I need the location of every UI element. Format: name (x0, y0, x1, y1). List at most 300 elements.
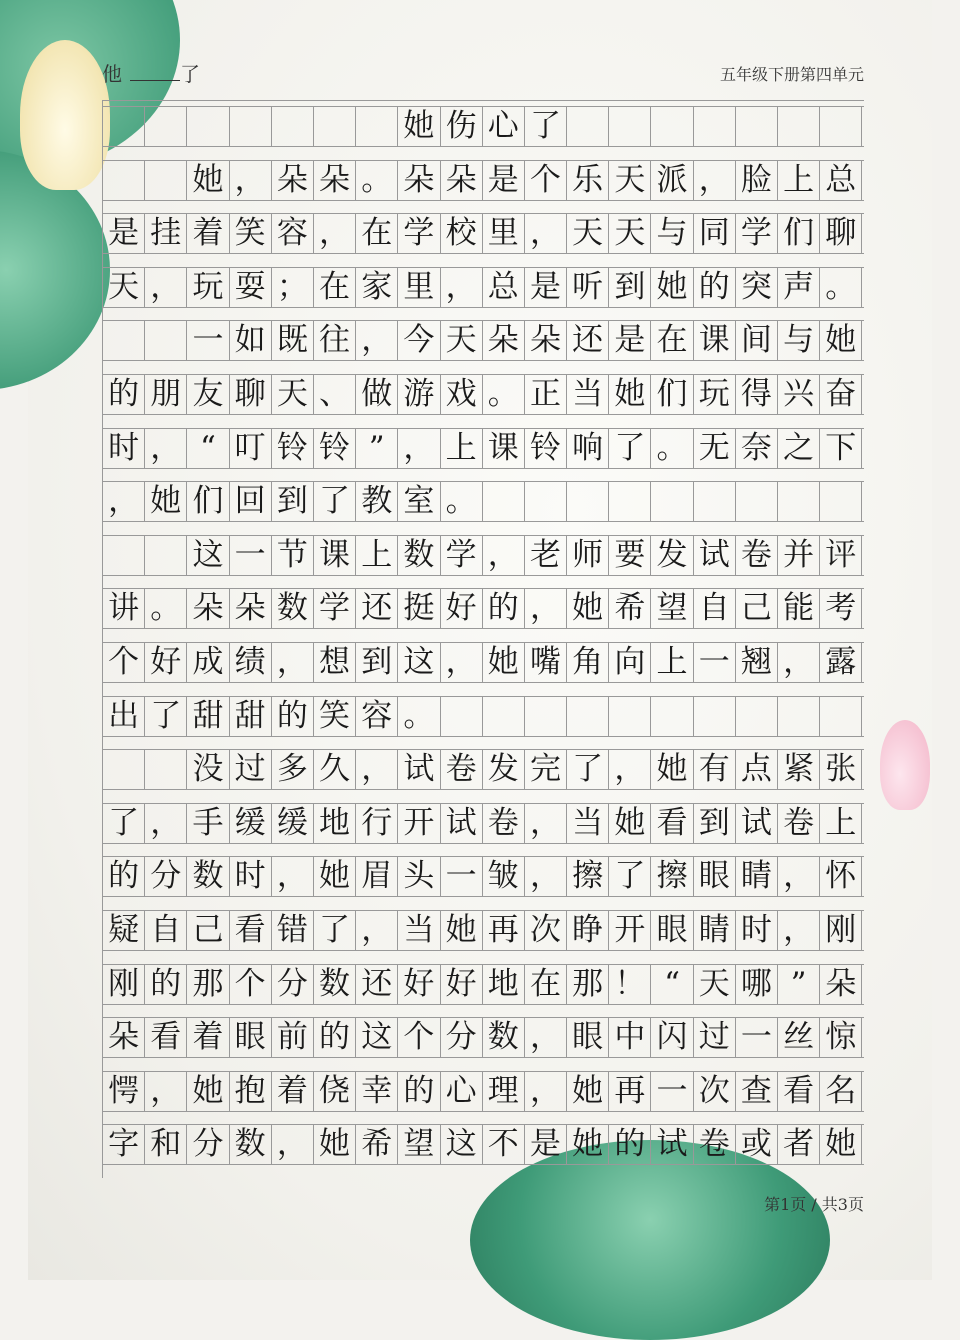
grid-cell: 评 (820, 536, 862, 575)
grid-cell: 那 (567, 965, 609, 1004)
grid-cell: 想 (314, 643, 356, 682)
grid-cell: 突 (736, 268, 778, 307)
grid-cell: 侥 (314, 1072, 356, 1111)
grid-cell (694, 482, 736, 521)
grid-cell: 到 (356, 643, 398, 682)
essay-row (103, 213, 864, 254)
grid-cell: 朵 (272, 161, 314, 200)
grid-cell: 讲 (103, 589, 145, 628)
grid-cell: 课 (483, 429, 525, 468)
grid-cell (272, 107, 314, 146)
grid-cell (145, 750, 187, 789)
grid-cell: 头 (398, 857, 440, 896)
grid-cell: 还 (567, 321, 609, 360)
grid-cell: 她 (820, 321, 862, 360)
grid-cell: 游 (398, 375, 440, 414)
grid-cell: 试 (398, 750, 440, 789)
grid-cell (694, 697, 736, 736)
grid-cell: 她 (609, 804, 651, 843)
grid-cell: 铃 (272, 429, 314, 468)
grid-cell: 卷 (736, 536, 778, 575)
grid-cell: ， (145, 1072, 187, 1111)
grid-cell: 课 (694, 321, 736, 360)
grid-cell: 着 (272, 1072, 314, 1111)
grid-cell: ， (272, 643, 314, 682)
grid-cell: 是 (483, 161, 525, 200)
essay-row (103, 642, 864, 683)
pink-bud (880, 720, 930, 810)
grid-cell: 她 (441, 911, 483, 950)
essay-grid (102, 100, 864, 1178)
grid-cell: 数 (272, 589, 314, 628)
grid-cell: 总 (820, 161, 862, 200)
grid-cell: 聊 (820, 214, 862, 253)
grid-cell (103, 107, 145, 146)
grid-cell: 发 (651, 536, 693, 575)
grid-cell: ， (694, 161, 736, 200)
grid-cell: 奋 (820, 375, 862, 414)
grid-cell: 朵 (230, 589, 272, 628)
grid-cell: 她 (187, 1072, 229, 1111)
grid-cell (356, 107, 398, 146)
grid-cell (694, 107, 736, 146)
grid-cell: 朵 (525, 321, 567, 360)
grid-cell: 天 (694, 965, 736, 1004)
grid-cell: 正 (525, 375, 567, 414)
grid-cell: 紧 (778, 750, 820, 789)
grid-cell: 兴 (778, 375, 820, 414)
grid-cell (103, 750, 145, 789)
grid-cell: 到 (272, 482, 314, 521)
grid-cell: 在 (651, 321, 693, 360)
grid-cell: 己 (736, 589, 778, 628)
grid-cell: 声 (778, 268, 820, 307)
grid-cell: 和 (145, 1125, 187, 1164)
grid-cell: 时 (230, 857, 272, 896)
grid-cell: 分 (145, 857, 187, 896)
name-field: 他 了 (102, 62, 200, 86)
grid-cell: 朵 (483, 321, 525, 360)
grid-cell: ， (145, 429, 187, 468)
grid-cell: 朵 (314, 161, 356, 200)
grid-cell: 的 (483, 589, 525, 628)
grid-cell: 擦 (651, 857, 693, 896)
grid-cell: 好 (441, 589, 483, 628)
grid-cell: ” (778, 965, 820, 1004)
grid-cell: 己 (187, 911, 229, 950)
essay-row (103, 696, 864, 737)
grid-cell: 她 (483, 643, 525, 682)
grid-cell: 角 (567, 643, 609, 682)
grid-cell (736, 697, 778, 736)
grid-cell: 朵 (398, 161, 440, 200)
grid-cell: 一 (187, 321, 229, 360)
grid-cell: 擦 (567, 857, 609, 896)
grid-cell: 。 (145, 589, 187, 628)
grid-cell (103, 321, 145, 360)
grid-cell: 课 (314, 536, 356, 575)
grid-cell: 响 (567, 429, 609, 468)
grid-cell: 一 (230, 536, 272, 575)
grid-cell (567, 107, 609, 146)
grid-cell: ， (398, 429, 440, 468)
grid-cell: 铃 (314, 429, 356, 468)
grid-cell: 她 (567, 589, 609, 628)
grid-cell: 甜 (230, 697, 272, 736)
grid-cell: 上 (441, 429, 483, 468)
grid-cell: 她 (609, 375, 651, 414)
grid-cell (145, 321, 187, 360)
grid-cell: 间 (736, 321, 778, 360)
grid-cell: 完 (525, 750, 567, 789)
grid-cell: 笑 (314, 697, 356, 736)
essay-row (103, 481, 864, 522)
grid-cell: 过 (230, 750, 272, 789)
grid-cell: 久 (314, 750, 356, 789)
grid-cell (567, 697, 609, 736)
grid-cell: 这 (187, 536, 229, 575)
grid-cell: 。 (356, 161, 398, 200)
grid-cell: ， (525, 214, 567, 253)
grid-cell: 下 (820, 429, 862, 468)
grid-cell: ， (145, 804, 187, 843)
grid-cell: 出 (103, 697, 145, 736)
grid-cell: 一 (651, 1072, 693, 1111)
grid-cell: 着 (187, 1018, 229, 1057)
grid-cell: 或 (736, 1125, 778, 1164)
grid-cell (778, 482, 820, 521)
grid-cell: 戏 (441, 375, 483, 414)
grid-cell: 成 (187, 643, 229, 682)
grid-cell (736, 482, 778, 521)
grid-cell: 抱 (230, 1072, 272, 1111)
grid-cell: ， (272, 857, 314, 896)
grid-cell: 天 (103, 268, 145, 307)
grid-cell: 聊 (230, 375, 272, 414)
grid-cell: 前 (272, 1018, 314, 1057)
grid-cell: ， (356, 321, 398, 360)
grid-cell: 上 (820, 804, 862, 843)
grid-cell: 看 (651, 804, 693, 843)
grid-cell: 试 (441, 804, 483, 843)
grid-cell: 容 (356, 697, 398, 736)
grid-cell: ， (778, 911, 820, 950)
grid-cell: 张 (820, 750, 862, 789)
grid-cell: 她 (820, 1125, 862, 1164)
grid-cell: 派 (651, 161, 693, 200)
grid-cell: 睛 (736, 857, 778, 896)
grid-cell: 再 (483, 911, 525, 950)
grid-cell: 教 (356, 482, 398, 521)
grid-cell (820, 697, 862, 736)
grid-cell: 绩 (230, 643, 272, 682)
grid-cell: 的 (103, 375, 145, 414)
grid-cell: 次 (525, 911, 567, 950)
grid-cell: 学 (314, 589, 356, 628)
grid-cell: ， (483, 536, 525, 575)
grid-cell: 玩 (187, 268, 229, 307)
grid-cell (187, 107, 229, 146)
grid-cell: 她 (651, 268, 693, 307)
grid-cell: 看 (230, 911, 272, 950)
grid-cell: 学 (736, 214, 778, 253)
grid-cell: 好 (441, 965, 483, 1004)
grid-cell: 脸 (736, 161, 778, 200)
grid-cell: 了 (103, 804, 145, 843)
grid-cell: 分 (272, 965, 314, 1004)
grid-cell: 卷 (483, 804, 525, 843)
grid-cell: 当 (567, 804, 609, 843)
grid-cell: 错 (272, 911, 314, 950)
grid-cell: 的 (314, 1018, 356, 1057)
grid-cell: 惊 (820, 1018, 862, 1057)
grid-cell: 希 (609, 589, 651, 628)
grid-cell: 开 (398, 804, 440, 843)
page-indicator: 第1页 / 共3页 (764, 1195, 864, 1214)
grid-cell: 个 (525, 161, 567, 200)
grid-cell: 她 (187, 161, 229, 200)
grid-cell: 她 (145, 482, 187, 521)
grid-cell: ， (525, 1018, 567, 1057)
grid-cell (145, 161, 187, 200)
essay-row (103, 160, 864, 201)
grid-cell: 这 (356, 1018, 398, 1057)
grid-cell (103, 161, 145, 200)
grid-cell: 看 (778, 1072, 820, 1111)
essay-row (103, 588, 864, 629)
grid-cell: ， (272, 1125, 314, 1164)
grid-cell: 铃 (525, 429, 567, 468)
grid-cell (651, 107, 693, 146)
grid-cell: 个 (398, 1018, 440, 1057)
grid-cell: 当 (567, 375, 609, 414)
grid-cell: 数 (230, 1125, 272, 1164)
essay-row (103, 267, 864, 308)
grid-cell (483, 697, 525, 736)
grid-cell: 师 (567, 536, 609, 575)
grid-cell: 了 (145, 697, 187, 736)
grid-cell (820, 107, 862, 146)
grid-cell: 甜 (187, 697, 229, 736)
grid-cell (651, 482, 693, 521)
grid-cell: ， (778, 643, 820, 682)
grid-cell: 无 (694, 429, 736, 468)
grid-cell (145, 107, 187, 146)
grid-cell: ” (356, 429, 398, 468)
grid-cell: 开 (609, 911, 651, 950)
grid-cell: 心 (483, 107, 525, 146)
grid-cell: 望 (398, 1125, 440, 1164)
grid-cell: ， (609, 750, 651, 789)
grid-cell: 过 (694, 1018, 736, 1057)
grid-cell: 那 (187, 965, 229, 1004)
grid-cell: 眉 (356, 857, 398, 896)
grid-cell: 是 (103, 214, 145, 253)
grid-cell (778, 107, 820, 146)
grid-cell: 丝 (778, 1018, 820, 1057)
grid-cell: ， (525, 804, 567, 843)
grid-cell: 是 (609, 321, 651, 360)
grid-cell: 嘴 (525, 643, 567, 682)
grid-cell: 地 (314, 804, 356, 843)
grid-cell: 的 (272, 697, 314, 736)
grid-cell: “ (651, 965, 693, 1004)
grid-cell: 卷 (694, 1125, 736, 1164)
grid-cell: 她 (567, 1072, 609, 1111)
grid-cell: 愕 (103, 1072, 145, 1111)
grid-cell: 朵 (187, 589, 229, 628)
grid-cell: ； (272, 268, 314, 307)
grid-cell: 怀 (820, 857, 862, 896)
grid-cell: 天 (609, 214, 651, 253)
grid-cell: ， (778, 857, 820, 896)
grid-cell: 笑 (230, 214, 272, 253)
grid-cell: 乐 (567, 161, 609, 200)
grid-cell: 总 (483, 268, 525, 307)
grid-cell: 。 (651, 429, 693, 468)
grid-cell: 的 (609, 1125, 651, 1164)
grid-cell: 在 (356, 214, 398, 253)
grid-cell: 还 (356, 965, 398, 1004)
grid-cell: 者 (778, 1125, 820, 1164)
grid-cell: 数 (483, 1018, 525, 1057)
grid-cell: 往 (314, 321, 356, 360)
essay-row (103, 320, 864, 361)
grid-cell: 、 (314, 375, 356, 414)
essay-row (103, 374, 864, 415)
grid-cell: 听 (567, 268, 609, 307)
essay-row (103, 1071, 864, 1112)
grid-cell: 一 (736, 1018, 778, 1057)
essay-row (103, 856, 864, 897)
grid-cell: 眼 (230, 1018, 272, 1057)
grid-cell: “ (187, 429, 229, 468)
grid-cell: 多 (272, 750, 314, 789)
grid-cell: 并 (778, 536, 820, 575)
grid-cell: 她 (314, 857, 356, 896)
grid-cell: 还 (356, 589, 398, 628)
grid-cell: 学 (398, 214, 440, 253)
grid-cell: ， (525, 1072, 567, 1111)
grid-cell (609, 697, 651, 736)
grid-cell: 她 (398, 107, 440, 146)
grid-cell: 望 (651, 589, 693, 628)
grid-cell: 手 (187, 804, 229, 843)
grid-cell: 奈 (736, 429, 778, 468)
grid-cell: 时 (736, 911, 778, 950)
grid-cell: 同 (694, 214, 736, 253)
grid-cell: 刚 (820, 911, 862, 950)
grid-cell (230, 107, 272, 146)
grid-cell: 这 (441, 1125, 483, 1164)
grid-cell: 时 (103, 429, 145, 468)
grid-cell: 挺 (398, 589, 440, 628)
grid-cell: 了 (314, 482, 356, 521)
grid-cell: 的 (145, 965, 187, 1004)
grid-cell: ， (441, 643, 483, 682)
grid-cell: 分 (187, 1125, 229, 1164)
grid-cell: 家 (356, 268, 398, 307)
grid-cell: 到 (609, 268, 651, 307)
grid-cell: ， (145, 268, 187, 307)
grid-cell: 不 (483, 1125, 525, 1164)
grid-cell (778, 697, 820, 736)
grid-cell: 卷 (778, 804, 820, 843)
grid-cell: 朵 (820, 965, 862, 1004)
essay-row (103, 1017, 864, 1058)
essay-row (103, 749, 864, 790)
grid-cell (314, 107, 356, 146)
grid-cell: ， (230, 161, 272, 200)
grid-cell: 了 (567, 750, 609, 789)
grid-cell: 理 (483, 1072, 525, 1111)
grid-cell: ， (525, 589, 567, 628)
grid-cell: 眼 (567, 1018, 609, 1057)
grid-cell: 是 (525, 1125, 567, 1164)
grid-cell: 刚 (103, 965, 145, 1004)
grid-cell: 的 (694, 268, 736, 307)
essay-row (103, 910, 864, 951)
grid-cell: 当 (398, 911, 440, 950)
grid-cell (820, 482, 862, 521)
grid-cell: 一 (441, 857, 483, 896)
grid-cell: 校 (441, 214, 483, 253)
grid-cell: ， (314, 214, 356, 253)
grid-cell: 个 (103, 643, 145, 682)
grid-cell: 在 (314, 268, 356, 307)
grid-cell: 这 (398, 643, 440, 682)
grid-cell: 再 (609, 1072, 651, 1111)
grid-cell: 数 (398, 536, 440, 575)
grid-cell: 考 (820, 589, 862, 628)
grid-cell: 里 (398, 268, 440, 307)
grid-cell: 看 (145, 1018, 187, 1057)
grid-cell: 上 (356, 536, 398, 575)
grid-cell: 天 (272, 375, 314, 414)
grid-cell: 哪 (736, 965, 778, 1004)
grid-cell: ， (356, 750, 398, 789)
grid-cell: 里 (483, 214, 525, 253)
essay-row (103, 535, 864, 576)
grid-cell: 了 (609, 857, 651, 896)
grid-cell: 了 (314, 911, 356, 950)
grid-cell: 们 (187, 482, 229, 521)
grid-cell: 露 (820, 643, 862, 682)
grid-cell: 试 (694, 536, 736, 575)
grid-cell: 心 (441, 1072, 483, 1111)
grid-cell: 名 (820, 1072, 862, 1111)
grid-cell: 朋 (145, 375, 187, 414)
grid-cell (441, 697, 483, 736)
unit-label: 五年级下册第四单元 (719, 65, 864, 84)
grid-cell (483, 482, 525, 521)
grid-cell: 向 (609, 643, 651, 682)
grid-cell: 有 (694, 750, 736, 789)
grid-cell: 是 (525, 268, 567, 307)
grid-cell: 点 (736, 750, 778, 789)
grid-cell (103, 536, 145, 575)
grid-cell: 容 (272, 214, 314, 253)
title-row (103, 106, 864, 147)
grid-cell: ， (103, 482, 145, 521)
grid-cell: 老 (525, 536, 567, 575)
grid-cell: 试 (736, 804, 778, 843)
grid-cell: 。 (441, 482, 483, 521)
grid-cell: 她 (651, 750, 693, 789)
lotus-flower (20, 40, 110, 190)
grid-cell: 既 (272, 321, 314, 360)
grid-cell: 天 (609, 161, 651, 200)
